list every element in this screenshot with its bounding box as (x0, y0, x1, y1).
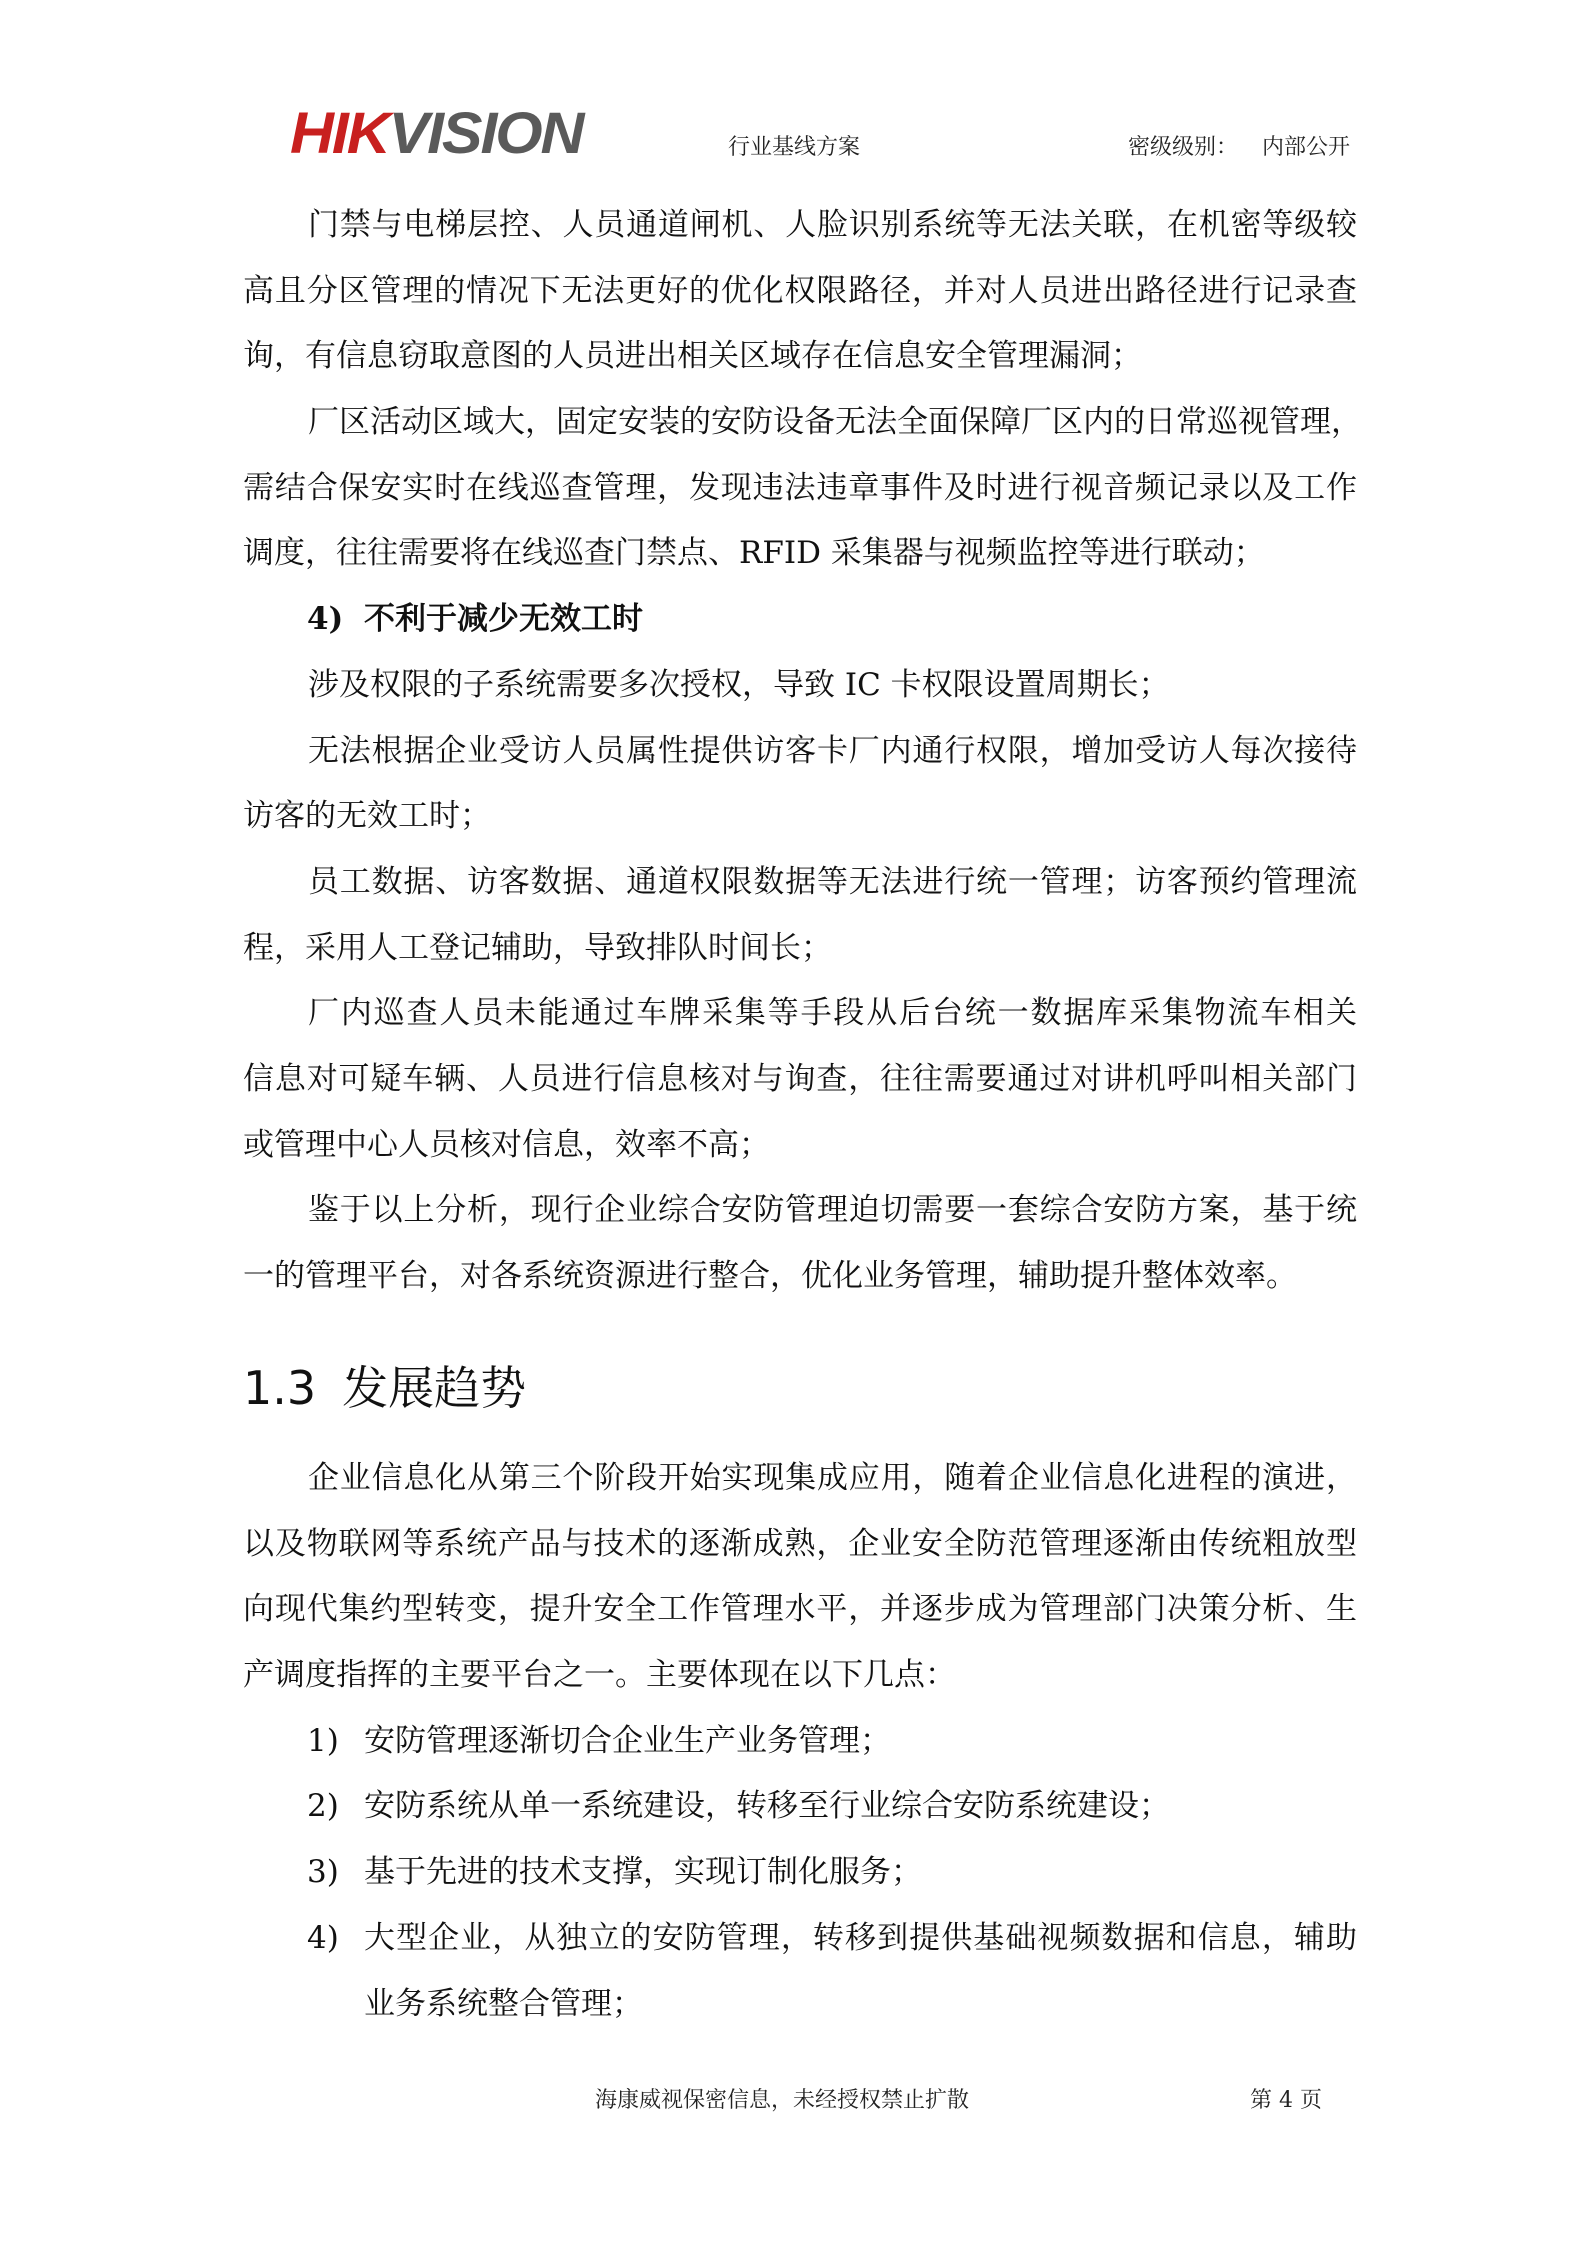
paragraph (243, 850, 1357, 981)
body-text-block-2 (243, 1446, 1357, 2037)
text-line: 产调度指挥的主要平台之一。主要体现在以下几点： (243, 1657, 956, 1694)
text-line: 企业信息化从第三个阶段开始实现集成应用，随着企业信息化进程的演进， (308, 1460, 1357, 1496)
paragraph (243, 1446, 1357, 1709)
text-line: 高且分区管理的情况下无法更好的优化权限路径，并对人员进出路径进行记录查 (243, 272, 1357, 309)
list-item (243, 1906, 1357, 2037)
section-title: 发展趋势 (342, 1361, 527, 1415)
text-line: 向现代集约型转变，提升安全工作管理水平，并逐步成为管理部门决策分析、生 (243, 1591, 1357, 1628)
text-line: 大型企业，从独立的安防管理，转移到提供基础视频数据和信息，辅助 (364, 1919, 1357, 1956)
text-line: 业务系统整合管理； (364, 1985, 643, 2022)
text-line: 访客的无效工时； (243, 798, 491, 835)
text-line: 需结合保安实时在线巡查管理，发现违法违章事件及时进行视音频记录以及工作 (243, 469, 1357, 506)
text-line: 不利于减少无效工时 (364, 601, 643, 638)
text-line: 无法根据企业受访人员属性提供访客卡厂内通行权限，增加受访人每次接待 (308, 732, 1357, 769)
text-line: 安防系统从单一系统建设，转移至行业综合安防系统建设； (364, 1788, 1170, 1825)
paragraph (243, 653, 1357, 719)
text-line: 信息对可疑车辆、人员进行信息核对与询查，往往需要通过对讲机呼叫相关部门 (243, 1060, 1357, 1097)
text-line: 厂区活动区域大，固定安装的安防设备无法全面保障厂区内的日常巡视管理， (308, 404, 1362, 441)
list-item (243, 1840, 1357, 1906)
document-title: 行业基线方案 (728, 135, 861, 160)
text-line: 门禁与电梯层控、人员通道闸机、人脸识别系统等无法关联，在机密等级较 (308, 207, 1357, 243)
text-line: 基于先进的技术支撑，实现订制化服务； (364, 1854, 922, 1891)
section-heading (243, 1358, 526, 1418)
body-text-block-1 (243, 193, 1362, 1310)
paragraph (243, 390, 1362, 587)
list-number: 3) (307, 1854, 339, 1891)
classification-level (1128, 130, 1350, 161)
text-line: 涉及权限的子系统需要多次授权，导致 IC 卡权限设置周期长； (308, 666, 1170, 703)
text-line: 厂内巡查人员未能通过车牌采集等手段从后台统一数据库采集物流车相关 (308, 995, 1357, 1032)
text-line: 程，采用人工登记辅助，导致排队时间长； (243, 929, 832, 966)
text-line: 安防管理逐渐切合企业生产业务管理； (364, 1722, 891, 1759)
confidential-notice: 海康威视保密信息，未经授权禁止扩散 (595, 2088, 970, 2113)
list-item (243, 1774, 1357, 1840)
paragraph (243, 193, 1357, 390)
text-line: 一的管理平台，对各系统资源进行整合，优化业务管理，辅助提升整体效率。 (243, 1258, 1297, 1294)
paragraph (243, 1178, 1357, 1309)
list-number: 2) (307, 1788, 339, 1825)
paragraph (243, 719, 1357, 850)
classification-value: 内部公开 (1262, 135, 1351, 160)
text-line: 调度，往往需要将在线巡查门禁点、RFID 采集器与视频监控等进行联动； (243, 535, 1265, 572)
hikvision-logo: HIKVISION (290, 101, 583, 166)
list-item (243, 1709, 1357, 1775)
text-line: 询，有信息窃取意图的人员进出相关区域存在信息安全管理漏洞； (243, 338, 1142, 375)
text-line: 员工数据、访客数据、通道权限数据等无法进行统一管理；访客预约管理流 (308, 863, 1357, 900)
paragraph (243, 981, 1357, 1178)
list-number: 1) (307, 1722, 339, 1759)
text-line: 鉴于以上分析，现行企业综合安防管理迫切需要一套综合安防方案，基于统 (308, 1192, 1357, 1229)
list-item (243, 587, 1357, 653)
text-line: 或管理中心人员核对信息，效率不高； (243, 1126, 770, 1163)
classification-label: 密级级别： (1128, 135, 1239, 160)
list-number: 4) (307, 601, 344, 638)
text-line: 以及物联网等系统产品与技术的逐渐成熟，企业安全防范管理逐渐由传统粗放型 (243, 1525, 1357, 1562)
page-number: 第 4 页 (1250, 2088, 1322, 2113)
section-number: 1.3 (243, 1361, 317, 1415)
list-number: 4) (307, 1919, 339, 1956)
